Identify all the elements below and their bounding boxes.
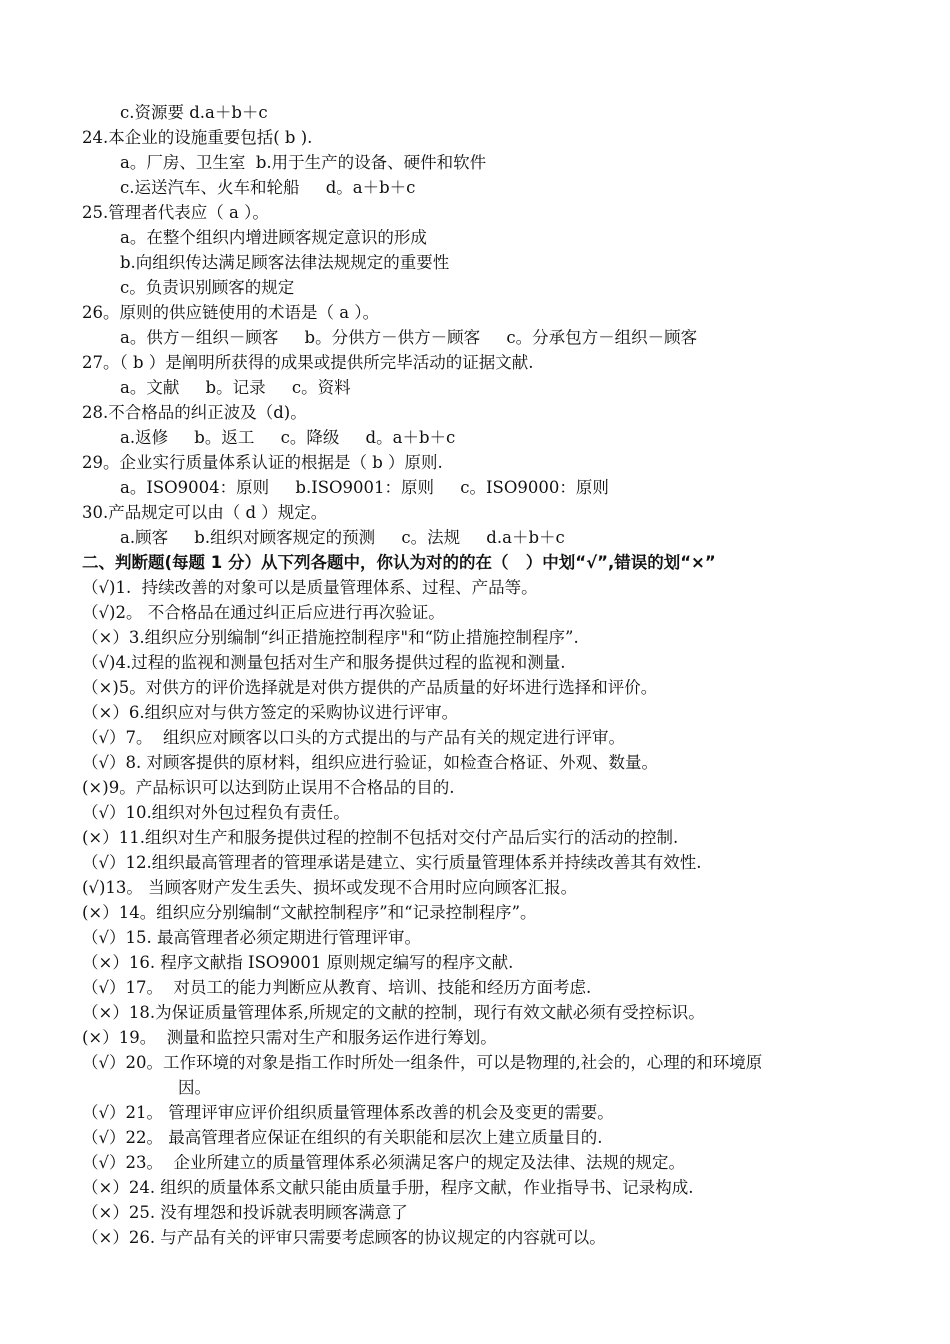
judgement-item: （√）17。 对员工的能力判断应从教育、培训、技能和经历方面考虑. [82,978,592,997]
judgement-item: （√）10.组织对外包过程负有责任。 [82,803,350,822]
judgement-item: （√）15. 最高管理者必须定期进行管理评审。 [82,928,421,947]
judgement-item: （×）16. 程序文献指 ISO9001 原则规定编写的程序文献. [82,953,514,972]
judgement-item: （×）3.组织应分别编制“纠正措施控制程序"和“防止措施控制程序”. [82,628,579,647]
judgement-item: （√）21。 管理评审应评价组织质量管理体系改善的机会及变更的需要。 [82,1103,614,1122]
judgement-item: （√）7。 组织应对顾客以口头的方式提出的与产品有关的规定进行评审。 [82,728,626,747]
judgement-item: （×）26. 与产品有关的评审只需要考虑顾客的协议规定的内容就可以。 [82,1228,606,1247]
question-24: 24.本企业的设施重要包括( b ). [82,128,313,147]
judgement-item: (×）19。 测量和监控只需对生产和服务运作进行筹划。 [82,1028,497,1047]
judgement-item: (√)13。 当顾客财产发生丢失、损坏或发现不合用时应向顾客汇报。 [82,878,578,897]
option-line: c.运送汽车、火车和轮船 d。a＋b＋c [120,178,416,197]
option-line: b.向组织传达满足顾客法律法规规定的重要性 [120,253,450,272]
option-line: a。在整个组织内增进顾客规定意识的形成 [120,228,427,247]
section-heading-true-false: 二、判断题(每题 1 分）从下列各题中，你认为对的的在（ ）中划“√”,错误的划“×” [82,553,716,572]
question-27: 27。（ b ）是阐明所获得的成果或提供所完毕活动的证据文献. [82,353,534,372]
question-30: 30.产品规定可以由（ d ）规定。 [82,503,328,522]
option-line: a。文献 b。记录 c。资料 [120,378,351,397]
judgement-item: （√）23。 企业所建立的质量管理体系必须满足客户的规定及法律、法规的规定。 [82,1153,685,1172]
judgement-item: （√）8. 对顾客提供的原材料，组织应进行验证，如检查合格证、外观、数量。 [82,753,659,772]
judgement-item: (×)9。产品标识可以达到防止误用不合格品的目的. [82,778,455,797]
option-line: a.返修 b。返工 c。降级 d。a＋b＋c [120,428,456,447]
judgement-item: （√)1. 持续改善的对象可以是质量管理体系、过程、产品等。 [82,578,538,597]
judgement-item-continuation: 因。 [178,1078,211,1097]
judgement-item: （×）24. 组织的质量体系文献只能由质量手册，程序文献，作业指导书、记录构成. [82,1178,694,1197]
option-line: a。ISO9004：原则 b.ISO9001：原则 c。ISO9000：原则 [120,478,609,497]
judgement-item: （×）25. 没有埋怨和投诉就表明顾客满意了 [82,1203,408,1222]
judgement-item: （×）18.为保证质量管理体系,所规定的文献的控制，现行有效文献必须有受控标识。 [82,1003,705,1022]
judgement-item: (×）14。组织应分别编制“文献控制程序”和“记录控制程序”。 [82,903,537,922]
question-28: 28.不合格品的纠正波及（d)。 [82,403,307,422]
option-line: a。厂房、卫生室 b.用于生产的设备、硬件和软件 [120,153,487,172]
option-line: a.顾客 b.组织对顾客规定的预测 c。法规 d.a＋b＋c [120,528,565,547]
question-26: 26。原则的供应链使用的术语是（ a ）。 [82,303,380,322]
judgement-item: (×）11.组织对生产和服务提供过程的控制不包括对交付产品后实行的活动的控制. [82,828,679,847]
question-25: 25.管理者代表应（ a ）。 [82,203,269,222]
question-29: 29。企业实行质量体系认证的根据是（ b ）原则. [82,453,443,472]
judgement-item: （√)2。 不合格品在通过纠正后应进行再次验证。 [82,603,445,622]
option-line: a。供方－组织－顾客 b。分供方－供方－顾客 c。分承包方－组织－顾客 [120,328,698,347]
option-line: c.资源要 d.a＋b＋c [120,103,268,122]
judgement-item: （√）22。 最高管理者应保证在组织的有关职能和层次上建立质量目的. [82,1128,603,1147]
option-line: c。负责识别顾客的规定 [120,278,295,297]
judgement-item: （√）12.组织最高管理者的管理承诺是建立、实行质量管理体系并持续改善其有效性. [82,853,702,872]
judgement-item: （√）20。工作环境的对象是指工作时所处一组条件，可以是物理的,社会的，心理的和环境原 [82,1053,763,1072]
judgement-item: （×)5。对供方的评价选择就是对供方提供的产品质量的好坏进行选择和评价。 [82,678,658,697]
judgement-item: （√)4.过程的监视和测量包括对生产和服务提供过程的监视和测量. [82,653,566,672]
judgement-item: （×）6.组织应对与供方签定的采购协议进行评审。 [82,703,459,722]
